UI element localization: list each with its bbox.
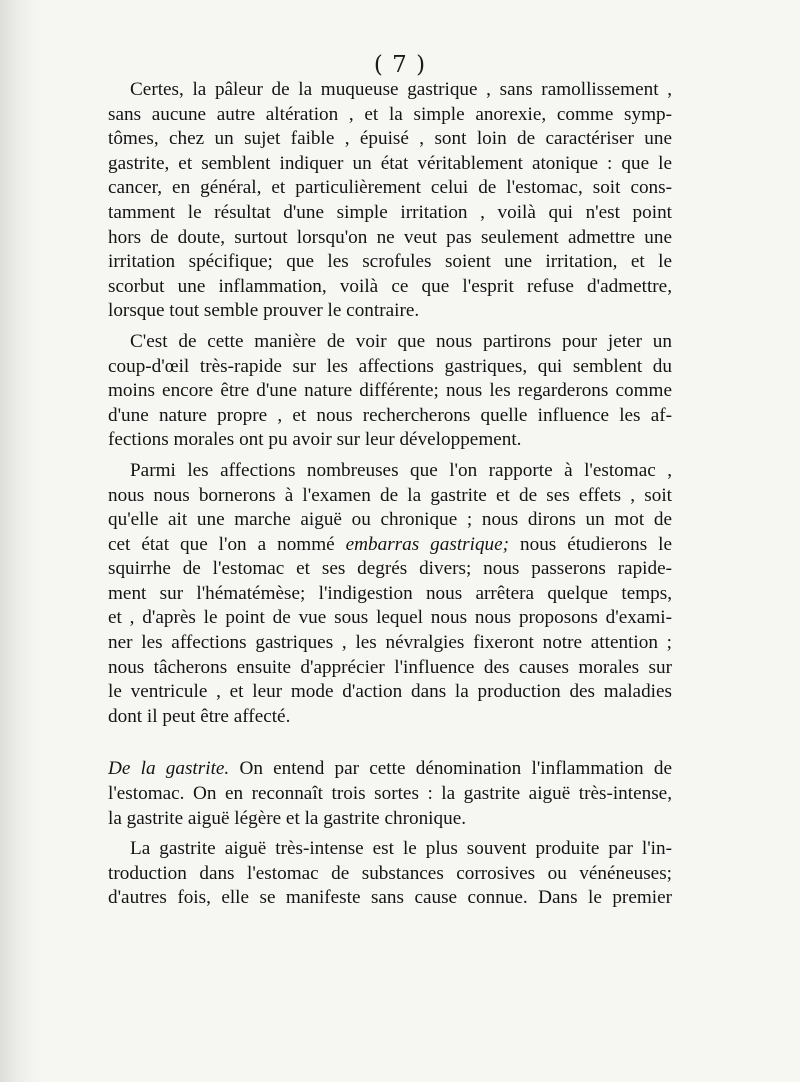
- text-line: d'une nature propre , et nous rechercherons quelle influence les af-: [108, 404, 672, 426]
- text-line: fections morales ont pu avoir sur leur développement.: [108, 429, 522, 451]
- section-gap: [108, 735, 672, 757]
- text-line: sans aucune autre altération , et la simple anorexie, comme symp-: [108, 103, 672, 125]
- text-line: l'estomac. On en reconnaît trois sortes : la gastrite aiguë très-intense,: [108, 783, 672, 805]
- text-line: lorsque tout semble prouver le contraire.: [108, 300, 420, 322]
- text-line: ner les affections gastriques , les névralgies fixeront notre attention ;: [108, 632, 672, 654]
- text-segment: On entend par cette dénomination l'inflammation de: [229, 758, 673, 780]
- text-line: squirrhe de l'estomac et ses degrés divers; nous passerons rapide-: [108, 558, 672, 580]
- body-text: [108, 78, 672, 917]
- text-line: La gastrite aiguë très-intense est le plus souvent produite par l'in-: [130, 838, 672, 860]
- paragraph-2: [108, 330, 672, 453]
- text-line: d'autres fois, elle se manifeste sans cause connue. Dans le premier: [108, 887, 672, 909]
- text-line: tômes, chez un sujet faible , épuisé , sont loin de caractériser une: [108, 128, 672, 150]
- text-line: cancer, en général, et particulièrement celui de l'estomac, soit cons-: [108, 177, 672, 199]
- text-line: coup-d'œil très-rapide sur les affections gastriques, qui semblent du: [108, 355, 672, 377]
- text-line: Certes, la pâleur de la muqueuse gastrique , sans ramollissement ,: [130, 79, 672, 100]
- text-line: ment sur l'hématémèse; l'indigestion nous arrêtera quelque temps,: [108, 582, 672, 604]
- page-number: ( 7 ): [373, 52, 427, 78]
- text-segment: cet état que l'on a nommé: [108, 533, 346, 555]
- text-line: gastrite, et semblent indiquer un état véritablement atonique : que le: [108, 152, 672, 174]
- text-line: le ventricule , et leur mode d'action dans la production des maladies: [108, 681, 672, 703]
- text-line: scorbut une inflammation, voilà ce que l'esprit refuse d'admettre,: [108, 275, 672, 297]
- text-segment: nous étudierons le: [509, 533, 672, 555]
- text-line: et , d'après le point de vue sous lequel nous nous proposons d'exami-: [108, 607, 672, 629]
- text-line: qu'elle ait une marche aiguë ou chronique ; nous dirons un mot de: [108, 509, 672, 531]
- section-heading: De la gastrite.: [108, 758, 230, 780]
- text-line-with-italic: [108, 533, 672, 558]
- text-line: nous tâcherons ensuite d'apprécier l'influence des causes morales sur: [108, 656, 672, 678]
- text-line: C'est de cette manière de voir que nous partirons pour jeter un: [130, 330, 672, 352]
- text-line: Parmi les affections nombreuses que l'on rapporte à l'estomac ,: [130, 459, 672, 481]
- paragraph-3: [108, 459, 672, 730]
- paragraph-1: [108, 78, 672, 324]
- paragraph-4: [108, 757, 672, 831]
- text-line: irritation spécifique; que les scrofules soient une irritation, et le: [108, 251, 672, 273]
- text-line: nous nous bornerons à l'examen de la gastrite et de ses effets , soit: [108, 484, 672, 506]
- text-line: la gastrite aiguë légère et la gastrite chronique.: [108, 807, 467, 829]
- paragraph-5: [108, 837, 672, 911]
- text-line: moins encore être d'une nature différente; nous les regarderons comme: [108, 380, 672, 402]
- text-line: hors de doute, surtout lorsqu'on ne veut pas seulement admettre une: [108, 226, 672, 248]
- text-line: dont il peut être affecté.: [108, 705, 291, 727]
- text-line: troduction dans l'estomac de substances corrosives ou vénéneuses;: [108, 862, 672, 884]
- italic-term: embarras gastrique;: [345, 533, 510, 555]
- text-line-with-heading: [108, 757, 672, 782]
- text-line: tamment le résultat d'une simple irritation , voilà qui n'est point: [108, 201, 672, 223]
